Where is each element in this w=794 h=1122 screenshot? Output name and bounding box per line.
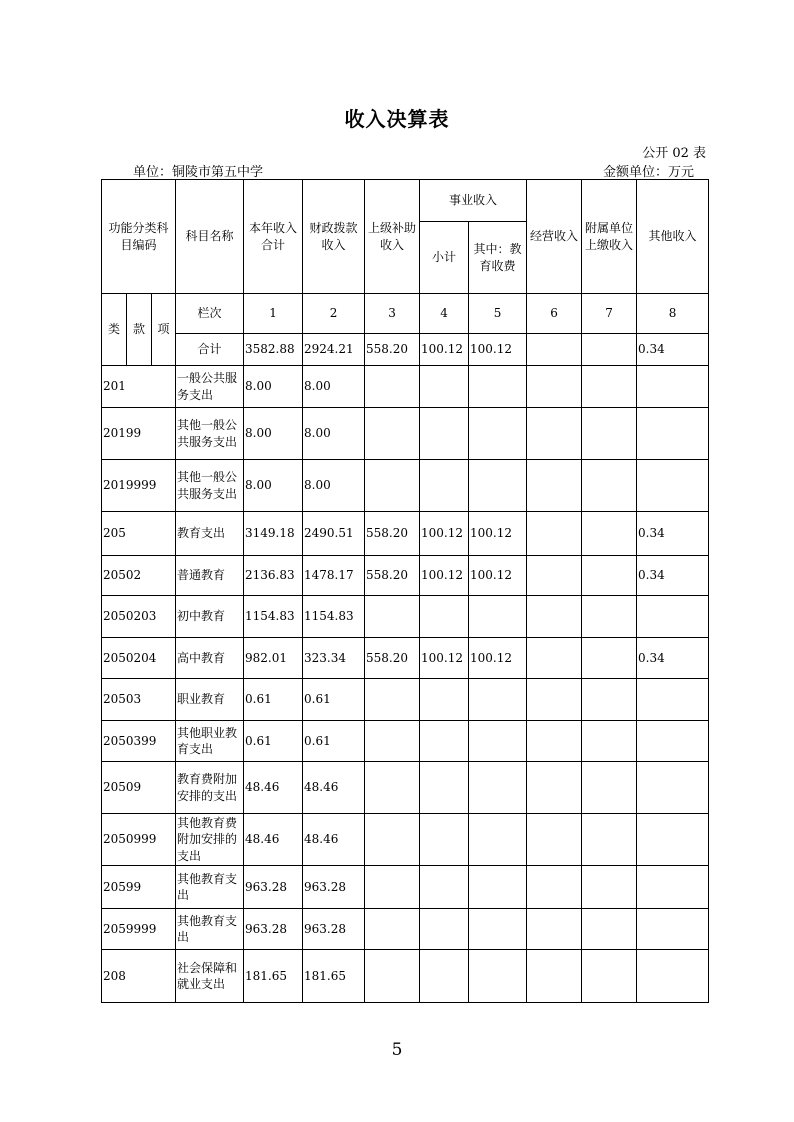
table-row: [102, 408, 709, 460]
row-code: 2019999: [102, 460, 176, 512]
row-value: 558.20: [365, 638, 420, 679]
row-code: 201: [102, 366, 176, 408]
row-value: [469, 596, 527, 638]
row-value: [365, 366, 420, 408]
row-value: [582, 512, 637, 556]
row-value: 100.12: [420, 638, 469, 679]
row-value: 48.46: [244, 814, 303, 866]
row-value: [469, 814, 527, 866]
row-value: [527, 679, 582, 721]
total-value: 558.20: [365, 334, 420, 366]
row-value: [365, 408, 420, 460]
row-value: [420, 909, 469, 950]
row-value: [582, 679, 637, 721]
col-num: 8: [637, 294, 709, 334]
table-row: [102, 814, 709, 866]
row-value: [637, 866, 709, 909]
row-value: [527, 814, 582, 866]
row-value: [527, 721, 582, 762]
row-value: 0.61: [244, 721, 303, 762]
col-num: 1: [244, 294, 303, 334]
row-code: 20509: [102, 762, 176, 814]
row-subject-name: 普通教育: [176, 556, 244, 596]
col-num: 3: [365, 294, 420, 334]
row-value: 181.65: [244, 950, 303, 1003]
total-value: 0.34: [637, 334, 709, 366]
table-row: [102, 460, 709, 512]
row-value: 2136.83: [244, 556, 303, 596]
row-subject-name: 其他一般公共服务支出: [176, 408, 244, 460]
row-value: [527, 909, 582, 950]
header-lei: 类: [102, 294, 127, 366]
row-value: 963.28: [244, 909, 303, 950]
row-value: 0.61: [303, 721, 365, 762]
total-row: [102, 334, 709, 366]
income-table: [101, 179, 709, 1003]
row-value: 2490.51: [303, 512, 365, 556]
row-value: [582, 762, 637, 814]
row-subject-name: 其他一般公共服务支出: [176, 460, 244, 512]
row-value: [527, 366, 582, 408]
row-value: 8.00: [244, 460, 303, 512]
row-value: [527, 866, 582, 909]
row-value: [637, 408, 709, 460]
row-subject-name: 初中教育: [176, 596, 244, 638]
row-value: 8.00: [244, 408, 303, 460]
row-value: [582, 366, 637, 408]
header-career: 事业收入: [420, 180, 527, 222]
row-value: [527, 408, 582, 460]
header-xiang: 项: [152, 294, 176, 366]
row-value: 8.00: [303, 460, 365, 512]
row-value: 1478.17: [303, 556, 365, 596]
row-value: [420, 721, 469, 762]
row-value: 0.34: [637, 638, 709, 679]
col-num: 2: [303, 294, 365, 334]
row-value: [365, 950, 420, 1003]
row-value: [420, 596, 469, 638]
row-value: 8.00: [303, 408, 365, 460]
table-row: [102, 679, 709, 721]
row-code: 2050204: [102, 638, 176, 679]
row-code: 20503: [102, 679, 176, 721]
row-code: 20199: [102, 408, 176, 460]
row-value: [420, 460, 469, 512]
row-value: [582, 460, 637, 512]
total-value: 3582.88: [244, 334, 303, 366]
row-value: 963.28: [244, 866, 303, 909]
col-num: 4: [420, 294, 469, 334]
row-value: [469, 460, 527, 512]
row-value: [469, 866, 527, 909]
row-value: [420, 950, 469, 1003]
row-value: 0.34: [637, 556, 709, 596]
row-value: 100.12: [420, 512, 469, 556]
header-upper-subsidy: 上级补助收入: [365, 180, 420, 294]
row-value: 8.00: [244, 366, 303, 408]
form-number: 公开 02 表: [642, 146, 706, 161]
row-value: 0.61: [303, 679, 365, 721]
header-affiliated: 附属单位上缴收入: [582, 180, 637, 294]
row-value: 8.00: [303, 366, 365, 408]
row-value: [420, 366, 469, 408]
row-subject-name: 一般公共服务支出: [176, 366, 244, 408]
table-row: [102, 866, 709, 909]
row-subject-name: 高中教育: [176, 638, 244, 679]
row-value: [637, 762, 709, 814]
row-value: [582, 721, 637, 762]
row-code: 205: [102, 512, 176, 556]
total-value: [527, 334, 582, 366]
page-title: 收入决算表: [344, 107, 450, 131]
row-value: 982.01: [244, 638, 303, 679]
header-operating: 经营收入: [527, 180, 582, 294]
table-row: [102, 366, 709, 408]
table-row: [102, 638, 709, 679]
row-value: 48.46: [303, 762, 365, 814]
row-code: 208: [102, 950, 176, 1003]
row-code: 2050203: [102, 596, 176, 638]
row-value: [365, 679, 420, 721]
row-value: [365, 866, 420, 909]
row-value: [637, 950, 709, 1003]
row-subject-name: 其他教育支出: [176, 866, 244, 909]
row-value: [527, 512, 582, 556]
header-career-sub: 小计: [420, 222, 469, 294]
row-code: 2050399: [102, 721, 176, 762]
row-subject-name: 其他教育费附加安排的支出: [176, 814, 244, 866]
row-value: [637, 366, 709, 408]
row-value: [420, 408, 469, 460]
row-value: 0.34: [637, 512, 709, 556]
row-value: [469, 408, 527, 460]
row-value: 323.34: [303, 638, 365, 679]
row-value: [469, 679, 527, 721]
col-num: 7: [582, 294, 637, 334]
row-value: [420, 866, 469, 909]
row-value: [637, 909, 709, 950]
header-total-income: 本年收入合计: [244, 180, 303, 294]
row-value: [582, 950, 637, 1003]
row-value: 100.12: [469, 556, 527, 596]
page-number: 5: [391, 1040, 403, 1060]
table-row: [102, 512, 709, 556]
header-kuan: 款: [127, 294, 152, 366]
row-value: 0.61: [244, 679, 303, 721]
table-row: [102, 556, 709, 596]
row-value: [582, 866, 637, 909]
row-value: [365, 909, 420, 950]
row-value: 100.12: [469, 512, 527, 556]
row-value: [527, 762, 582, 814]
row-value: [637, 721, 709, 762]
row-value: [527, 460, 582, 512]
row-value: [469, 366, 527, 408]
row-value: [582, 638, 637, 679]
row-value: 100.12: [469, 638, 527, 679]
row-value: [582, 814, 637, 866]
row-value: [420, 762, 469, 814]
total-value: 100.12: [420, 334, 469, 366]
total-value: 2924.21: [303, 334, 365, 366]
row-value: [582, 596, 637, 638]
row-subject-name: 职业教育: [176, 679, 244, 721]
row-value: 558.20: [365, 512, 420, 556]
col-num: 5: [469, 294, 527, 334]
row-value: [637, 814, 709, 866]
row-value: [420, 814, 469, 866]
table-row: [102, 721, 709, 762]
row-value: [365, 814, 420, 866]
row-code: 2059999: [102, 909, 176, 950]
row-value: [527, 556, 582, 596]
row-value: 48.46: [244, 762, 303, 814]
row-value: [582, 408, 637, 460]
unit-label: 单位：铜陵市第五中学: [133, 165, 264, 180]
row-value: [365, 762, 420, 814]
row-value: 48.46: [303, 814, 365, 866]
table-row: [102, 950, 709, 1003]
row-value: 1154.83: [303, 596, 365, 638]
table-row: [102, 596, 709, 638]
header-lanci: 栏次: [176, 294, 244, 334]
row-subject-name: 教育支出: [176, 512, 244, 556]
row-value: [365, 460, 420, 512]
table-row: [102, 762, 709, 814]
row-value: 963.28: [303, 909, 365, 950]
row-value: [365, 596, 420, 638]
row-value: [469, 762, 527, 814]
row-value: [469, 721, 527, 762]
row-code: 20502: [102, 556, 176, 596]
total-value: [582, 334, 637, 366]
header-career-edu: 其中：教育收费: [469, 222, 527, 294]
row-code: 20599: [102, 866, 176, 909]
row-value: [365, 721, 420, 762]
row-value: [637, 679, 709, 721]
row-subject-name: 其他职业教育支出: [176, 721, 244, 762]
row-value: [527, 638, 582, 679]
row-value: [469, 909, 527, 950]
header-subject-name: 科目名称: [176, 180, 244, 294]
row-value: 558.20: [365, 556, 420, 596]
row-code: 2050999: [102, 814, 176, 866]
row-value: [469, 950, 527, 1003]
row-value: [582, 909, 637, 950]
row-value: 100.12: [420, 556, 469, 596]
header-func-code: 功能分类科目编码: [102, 180, 176, 294]
row-value: [582, 556, 637, 596]
header-other: 其他收入: [637, 180, 709, 294]
row-value: [637, 596, 709, 638]
total-label: 合计: [176, 334, 244, 366]
row-value: [527, 596, 582, 638]
money-unit-label: 金额单位：万元: [602, 165, 694, 180]
row-value: [420, 679, 469, 721]
row-subject-name: 社会保障和就业支出: [176, 950, 244, 1003]
row-value: [637, 460, 709, 512]
row-value: 963.28: [303, 866, 365, 909]
total-value: 100.12: [469, 334, 527, 366]
col-num: 6: [527, 294, 582, 334]
row-subject-name: 教育费附加安排的支出: [176, 762, 244, 814]
row-value: [527, 950, 582, 1003]
row-subject-name: 其他教育支出: [176, 909, 244, 950]
row-value: 181.65: [303, 950, 365, 1003]
header-fiscal: 财政拨款收入: [303, 180, 365, 294]
row-value: 1154.83: [244, 596, 303, 638]
row-value: 3149.18: [244, 512, 303, 556]
table-row: [102, 909, 709, 950]
